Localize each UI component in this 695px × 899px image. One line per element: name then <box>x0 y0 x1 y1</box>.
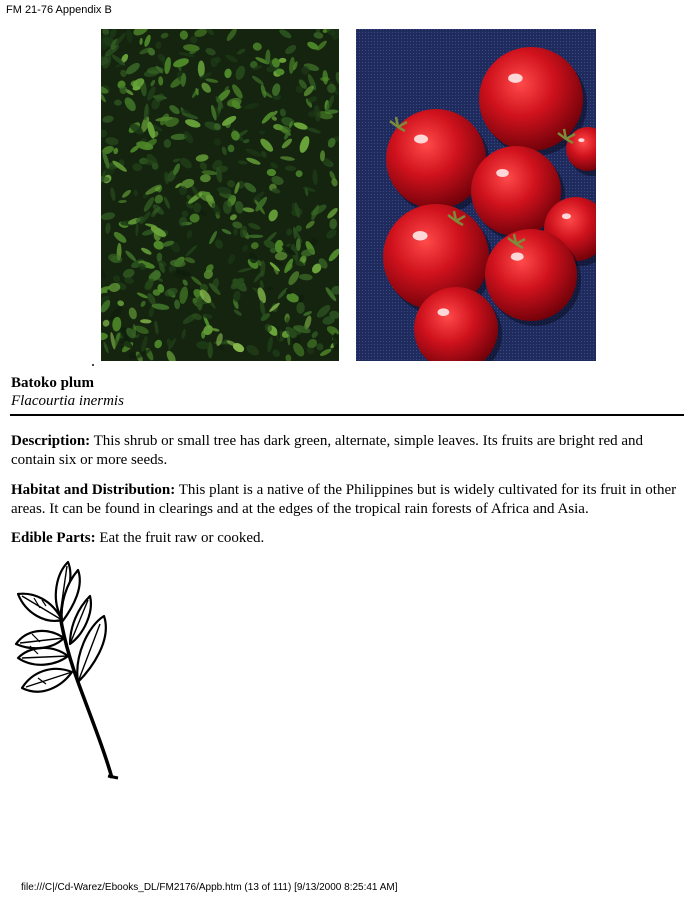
fruit-photo <box>356 29 596 361</box>
leaf-branch-drawing <box>12 560 124 784</box>
shrub-photo <box>101 29 339 361</box>
page-header: FM 21-76 Appendix B <box>6 4 112 16</box>
description-text: This shrub or small tree has dark green, alternate, simple leaves. Its fruits are bright red and contain six or more seeds. <box>11 433 644 468</box>
section-divider <box>10 414 684 416</box>
edible-parts-label: Edible Parts: <box>11 530 96 546</box>
description-label: Description: <box>11 433 91 449</box>
plant-title <box>11 374 124 410</box>
scientific-name: Flacourtia inermis <box>11 393 124 409</box>
habitat-label: Habitat and Distribution: <box>11 482 176 498</box>
page-footer: file:///C|/Cd-Warez/Ebooks_DL/FM2176/Appb.htm (13 of 111) [9/13/2000 8:25:41 AM] <box>21 882 398 893</box>
habitat-paragraph <box>11 481 683 519</box>
edible-parts-paragraph <box>11 529 683 548</box>
description-paragraph <box>11 432 683 470</box>
habitat-text: This plant is a native of the Philippines but is widely cultivated for its fruit in other areas. It can be found in clearings and at the edges of the tropical rain forests of Africa and Asia. <box>11 482 677 517</box>
common-name: Batoko plum <box>11 375 94 391</box>
speck <box>92 364 94 366</box>
edible-parts-text: Eat the fruit raw or cooked. <box>99 530 265 546</box>
